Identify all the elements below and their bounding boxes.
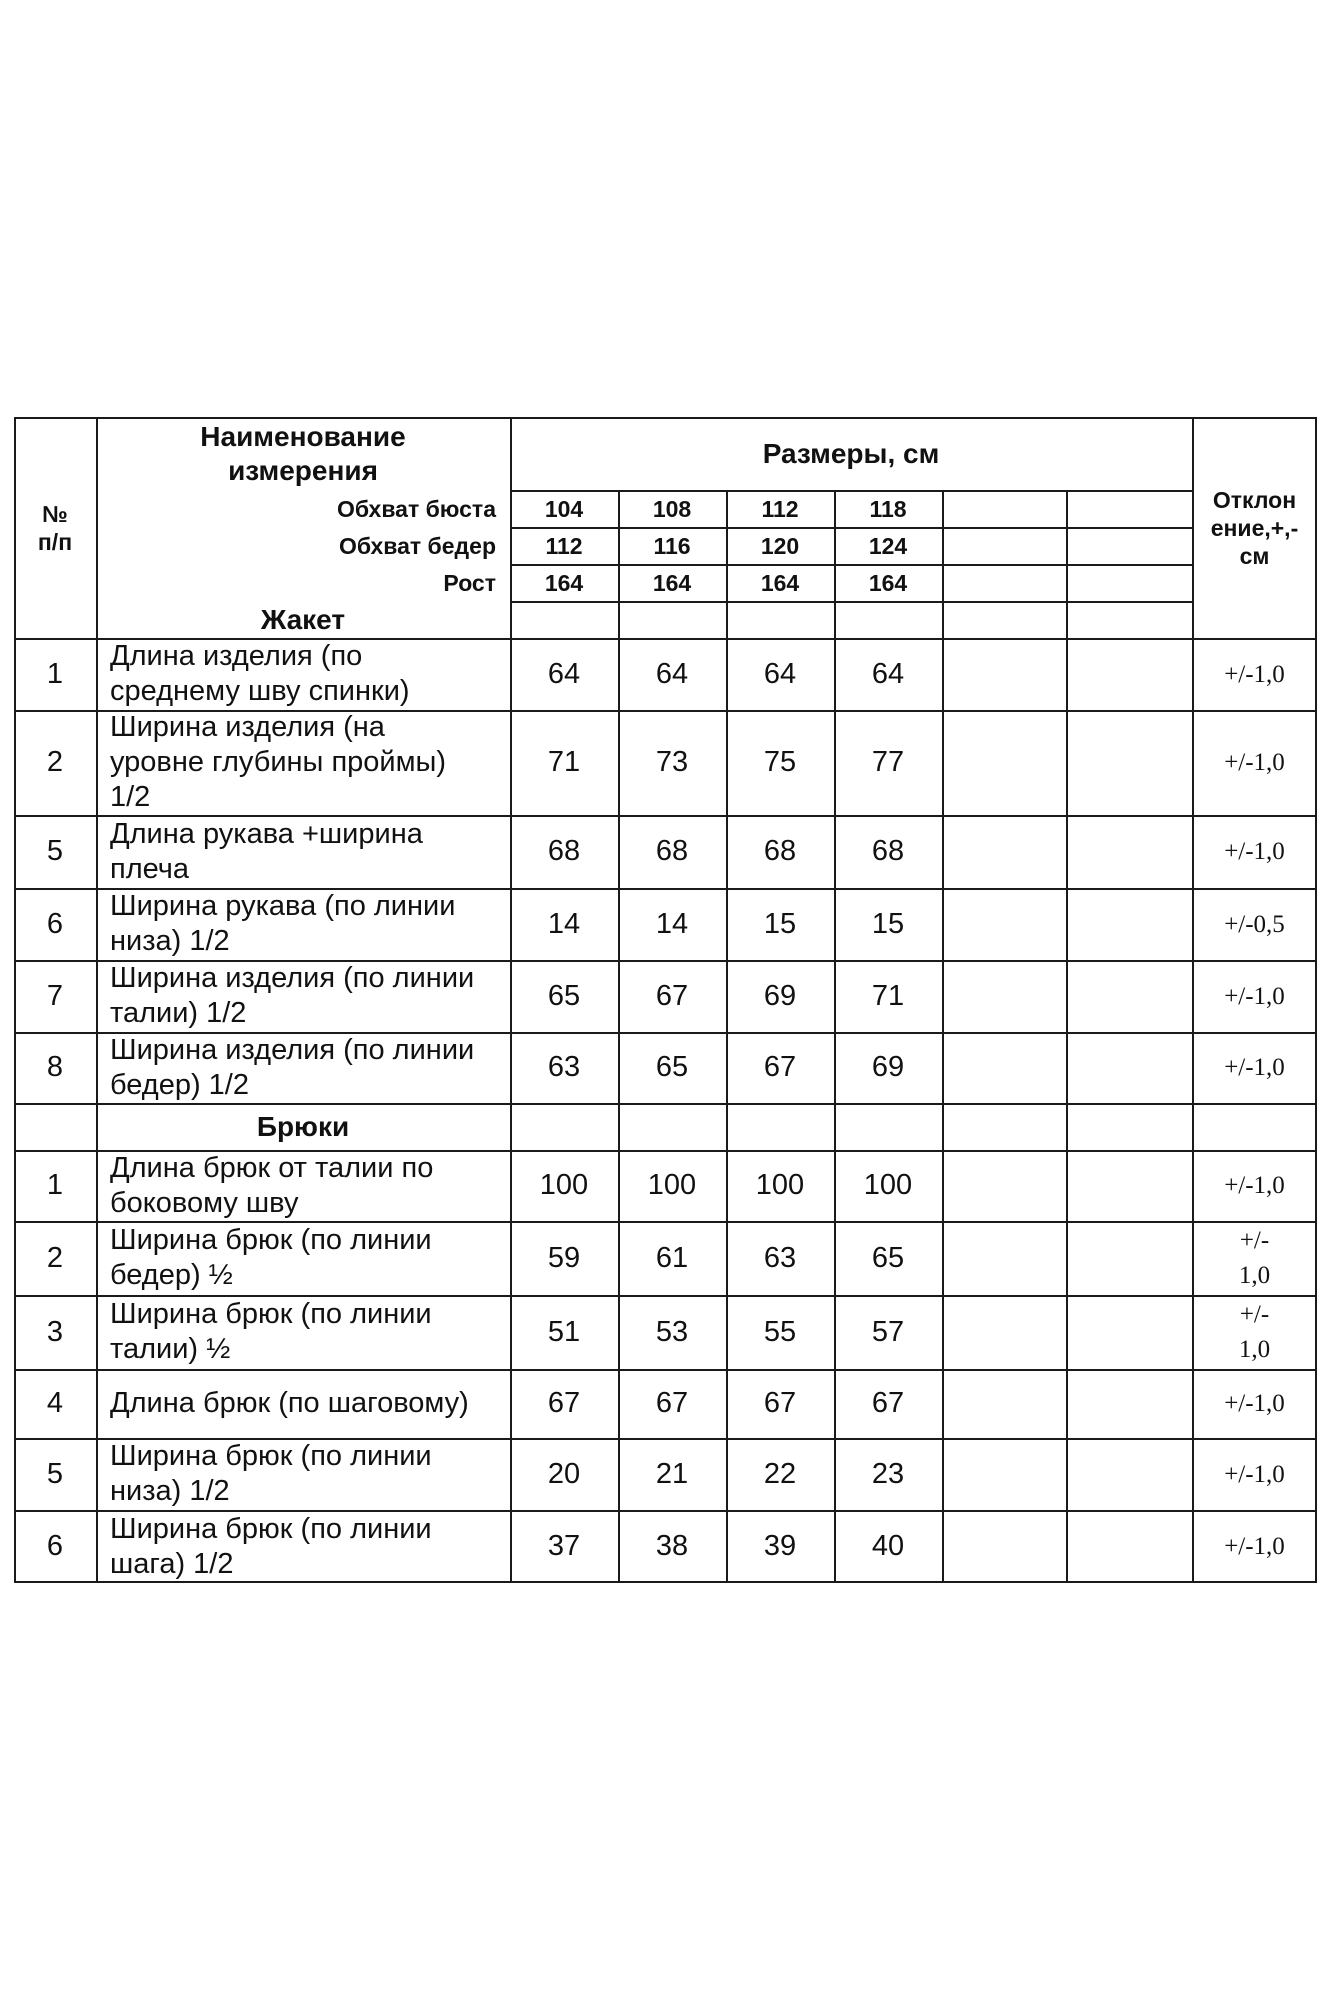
deviation-value: +/-1,0 — [1224, 1460, 1285, 1488]
measurement-name: Ширина брюк (по линии талии) ½ — [110, 1298, 432, 1365]
size-value: 69 — [763, 979, 797, 1012]
size-value: 51 — [547, 1315, 581, 1348]
measurement-name: Ширина брюк (по линии бедер) ½ — [110, 1224, 432, 1291]
size-value: 22 — [763, 1457, 797, 1490]
header-param-value: 116 — [653, 532, 691, 559]
size-value — [942, 888, 1066, 960]
size-value: 53 — [655, 1315, 689, 1348]
size-value: 77 — [871, 746, 905, 778]
size-value: 40 — [871, 1530, 905, 1562]
header-param-value — [942, 564, 1066, 601]
size-value: 65 — [547, 979, 581, 1012]
size-value — [1066, 1150, 1192, 1221]
section-title-jacket: Жакет — [260, 603, 346, 635]
size-value: 64 — [655, 657, 689, 690]
size-value: 68 — [871, 835, 905, 867]
size-value: 57 — [871, 1315, 905, 1348]
size-value: 15 — [871, 907, 905, 940]
header-deviation: Отклон ение,+,- см — [1210, 486, 1299, 569]
size-value: 64 — [763, 657, 797, 690]
row-number: 5 — [46, 1457, 64, 1490]
row-number: 6 — [46, 907, 64, 940]
size-value: 20 — [547, 1457, 581, 1490]
deviation-value: +/- 1,0 — [1238, 1227, 1271, 1289]
header-param-value: 124 — [868, 532, 908, 559]
row-number: 4 — [46, 1387, 64, 1419]
row-number: 2 — [46, 746, 64, 778]
size-value: 67 — [871, 1387, 905, 1419]
size-value: 71 — [547, 746, 581, 778]
size-value: 63 — [547, 1051, 581, 1083]
header-measurement-name: Наименование измерения — [200, 420, 406, 486]
size-value: 38 — [655, 1530, 689, 1562]
size-value: 68 — [655, 835, 689, 867]
measurement-name: Длина брюк от талии по боковому шву — [110, 1151, 434, 1219]
header-param-value: 118 — [869, 495, 907, 522]
measurement-name: Ширина рукава (по линии низа) 1/2 — [110, 890, 456, 957]
size-value: 68 — [547, 835, 581, 867]
size-value — [942, 1438, 1066, 1510]
deviation-value: +/-1,0 — [1224, 1533, 1285, 1560]
row-number: 8 — [46, 1051, 64, 1083]
size-value: 15 — [763, 907, 797, 940]
header-param-label: Обхват бюста — [337, 495, 496, 522]
row-number: 3 — [46, 1315, 64, 1348]
size-value: 37 — [547, 1530, 581, 1562]
size-value — [1066, 638, 1192, 710]
size-value: 64 — [547, 657, 581, 690]
size-value — [1066, 1369, 1192, 1438]
deviation-value: +/-1,0 — [1224, 660, 1285, 688]
size-value — [1066, 1221, 1192, 1295]
size-value — [1066, 710, 1192, 815]
size-value: 71 — [871, 979, 905, 1012]
measurement-name: Ширина брюк (по линии низа) 1/2 — [110, 1440, 432, 1507]
header-param-value: 164 — [544, 569, 584, 596]
deviation-value: +/-1,0 — [1224, 749, 1285, 776]
header-param-value: 120 — [760, 532, 800, 559]
size-value: 69 — [871, 1051, 905, 1083]
deviation-value: +/-1,0 — [1224, 838, 1285, 865]
row-number: 1 — [46, 1169, 64, 1201]
size-value: 14 — [655, 907, 689, 940]
size-value — [942, 1221, 1066, 1295]
size-value: 67 — [655, 979, 689, 1012]
size-value: 61 — [655, 1241, 689, 1274]
size-value: 67 — [547, 1387, 581, 1419]
size-value — [1066, 1295, 1192, 1369]
header-param-label: Обхват бедер — [338, 532, 496, 559]
header-param-value — [1066, 490, 1192, 527]
size-value: 63 — [763, 1241, 797, 1274]
deviation-value: +/-1,0 — [1224, 1054, 1285, 1081]
grid-line-horizontal — [510, 601, 1192, 603]
header-param-label: Рост — [443, 569, 496, 596]
size-value: 67 — [763, 1051, 797, 1083]
size-value — [942, 638, 1066, 710]
row-number: 7 — [46, 979, 64, 1012]
header-param-value — [942, 527, 1066, 564]
row-number: 1 — [46, 657, 64, 690]
size-value: 75 — [763, 746, 797, 778]
header-param-value: 112 — [545, 532, 583, 559]
size-value — [942, 1510, 1066, 1583]
size-value: 67 — [763, 1387, 797, 1419]
size-value — [942, 815, 1066, 888]
size-value — [942, 960, 1066, 1032]
header-param-value — [1066, 527, 1192, 564]
header-param-value: 112 — [761, 495, 799, 522]
size-value: 65 — [871, 1241, 905, 1274]
header-param-value: 164 — [868, 569, 908, 596]
size-value: 100 — [539, 1169, 589, 1201]
measurement-name: Ширина изделия (по линии талии) 1/2 — [110, 962, 475, 1029]
header-param-value: 104 — [544, 495, 584, 522]
header-param-value: 108 — [652, 495, 692, 522]
size-value — [1066, 1438, 1192, 1510]
size-value: 39 — [763, 1530, 797, 1562]
size-value: 100 — [863, 1169, 913, 1201]
size-value — [942, 1150, 1066, 1221]
size-value: 59 — [547, 1241, 581, 1274]
measurement-name: Длина рукава +ширина плеча — [110, 817, 423, 885]
size-value: 14 — [547, 907, 581, 940]
size-value — [1066, 1032, 1192, 1103]
size-value: 23 — [871, 1457, 905, 1490]
row-number: 6 — [46, 1530, 64, 1562]
header-param-value: 164 — [760, 569, 800, 596]
section-title-trousers: Брюки — [256, 1110, 350, 1142]
measurement-name: Ширина изделия (по линии бедер) 1/2 — [110, 1033, 475, 1101]
header-row-number: № п/п — [37, 500, 73, 555]
deviation-value: +/-1,0 — [1224, 1390, 1285, 1417]
size-value: 64 — [871, 657, 905, 690]
header-sizes: Размеры, см — [762, 437, 940, 469]
header-param-value — [942, 490, 1066, 527]
size-value — [942, 710, 1066, 815]
size-value — [942, 1369, 1066, 1438]
header-param-value: 164 — [652, 569, 692, 596]
deviation-value: +/-0,5 — [1224, 910, 1285, 938]
header-param-value — [1066, 564, 1192, 601]
row-number: 5 — [46, 835, 64, 867]
measurement-name: Ширина изделия (на уровне глубины проймы) 1/2 — [110, 711, 447, 813]
deviation-value: +/- 1,0 — [1238, 1301, 1271, 1363]
measurement-name: Длина брюк (по шаговому) — [110, 1387, 469, 1419]
size-value — [942, 1295, 1066, 1369]
size-value — [1066, 960, 1192, 1032]
size-value: 100 — [755, 1169, 805, 1201]
deviation-value: +/-1,0 — [1224, 1172, 1285, 1199]
size-value — [1066, 1510, 1192, 1583]
measurement-name: Длина изделия (по среднему шву спинки) — [110, 640, 410, 707]
size-chart-table — [14, 417, 1317, 1583]
size-value: 65 — [655, 1051, 689, 1083]
size-value: 73 — [655, 746, 689, 778]
size-value: 21 — [655, 1457, 689, 1490]
size-value: 100 — [647, 1169, 697, 1201]
size-value: 55 — [763, 1315, 797, 1348]
measurement-name: Ширина брюк (по линии шага) 1/2 — [110, 1512, 432, 1580]
deviation-value: +/-1,0 — [1224, 982, 1285, 1010]
size-value — [1066, 815, 1192, 888]
size-value — [942, 1032, 1066, 1103]
size-value: 67 — [655, 1387, 689, 1419]
row-number: 2 — [46, 1241, 64, 1274]
size-value — [1066, 888, 1192, 960]
size-value: 68 — [763, 835, 797, 867]
